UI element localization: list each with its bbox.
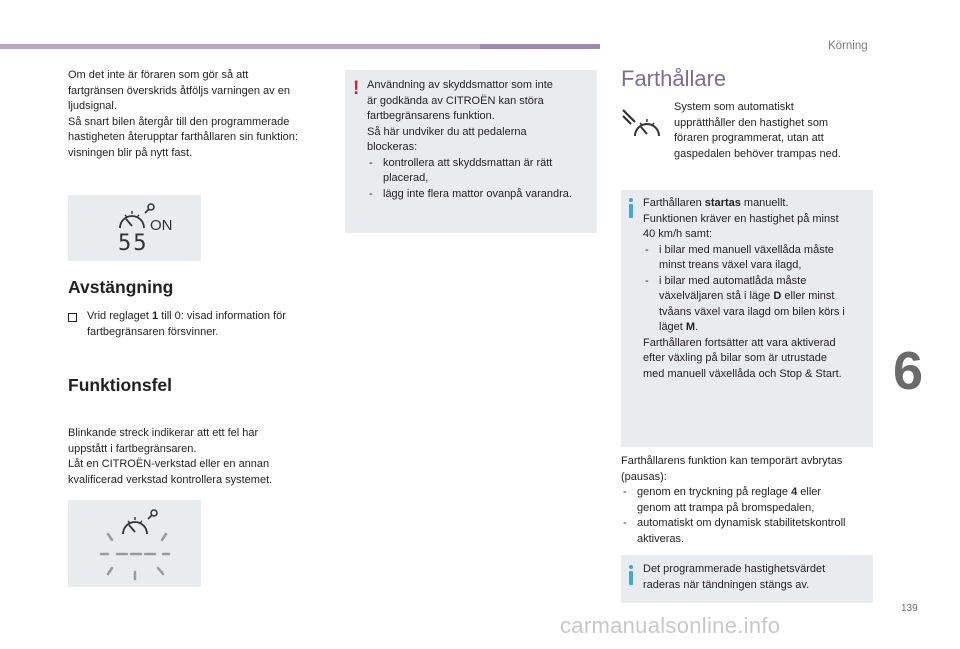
- funktionsfel-text: Blinkande streck indikerar att ett fel har uppstått i fartbegränsaren. Låt en CITROËN-verkstad eller en annan kvalificerad verkstad kontrollera systemet.: [68, 427, 273, 486]
- speedometer-fault-icon: [68, 500, 201, 587]
- warning-panel: [345, 70, 597, 233]
- speed-readout: 55: [118, 231, 149, 256]
- avstangning-instruction: Vrid reglaget 1 till 0: visad information för fartbegränsaren försvinner.: [68, 309, 340, 340]
- heading-funktionsfel: Funktionsfel: [68, 375, 173, 395]
- heading-farthallare: Farthållare: [621, 66, 727, 91]
- watermark: carmanualsonline.info: [560, 613, 781, 638]
- pause-text: Farthållarens funktion kan temporärt avbrytas (pausas): - genom en tryckning på reglage 4 eller genom att trampa på bromspedalen, - automatiskt om dynamisk stabilitetskontroll aktiveras.: [621, 454, 873, 547]
- info-icon: [629, 198, 633, 202]
- bullet-box-icon: [68, 313, 77, 322]
- list-item: - automatiskt om dynamisk stabilitetskontroll aktiveras.: [621, 516, 873, 547]
- pause-conditions: [621, 485, 873, 547]
- warning-text: Användning av skyddsmattor som inte är godkända av CITROËN kan störa fartbegränsarens funktion. Så här undviker du att pedalerna blockeras: - kontrollera att skyddsmattan är rätt placerad, - lägg inte flera mattor ovanpå varandra.: [367, 78, 593, 202]
- on-label: ON: [150, 217, 173, 234]
- list-item: - lägg inte flera mattor ovanpå varandra.: [367, 187, 593, 203]
- list-item: - i bilar med manuell växellåda måste minst treans växel vara ilagd,: [643, 243, 869, 274]
- heading-avstangning: Avstängning: [68, 277, 174, 297]
- list-item: - genom en tryckning på reglage 4 eller genom att trampa på bromspedalen,: [621, 485, 873, 516]
- list-item: - i bilar med automatlåda måste växelväljaren stå i läge D eller minst tvåans växel vara ilagd om bilen körs i läget M.: [643, 274, 869, 336]
- intro-paragraph: Om det inte är föraren som gör så att fartgränsen överskrids åtföljs varningen av en ljudsignal. Så snart bilen återgår till den programmerade hastigheten återupptar farthållaren sin funktion: visningen blir på nytt fast.: [68, 69, 298, 159]
- page-number: 139: [901, 603, 918, 614]
- warning-icon: !: [353, 78, 360, 99]
- farthallare-intro: System som automatiskt upprätthåller den hastighet som föraren programmerat, utan att gaspedalen behöver trampas ned.: [674, 101, 841, 160]
- limiter-on-illustration: [68, 195, 201, 261]
- header-bar: [0, 44, 480, 49]
- info-text-reset: Det programmerade hastighetsvärdet raderas när tändningen stängs av.: [643, 563, 826, 591]
- header-bar-accent: [480, 44, 600, 49]
- cruise-control-icon: [621, 108, 663, 144]
- section-name: Körning: [828, 40, 868, 52]
- chapter-number: 6: [893, 341, 924, 401]
- limiter-fault-illustration: [68, 500, 201, 587]
- info-text-activation: Farthållaren startas manuellt. Funktionen kräver en hastighet på minst 40 km/h samt: - i bilar med manuell växellåda måste minst treans växel vara ilagd, - i bilar med automatlåda måste växelväljaren stå i läge D eller minst tvåans växel vara ilagd om bilen körs i läget M. Farthållaren fortsätter att vara aktiverad efter växling på bilar som är utrustade med manuell växellåda och Stop & Start.: [643, 196, 869, 382]
- list-item: - kontrollera att skyddsmattan är rätt placerad,: [367, 156, 593, 187]
- info-icon: [629, 565, 633, 569]
- activation-conditions: [643, 243, 869, 336]
- info-panel-reset: [621, 555, 873, 603]
- info-panel-activation: [621, 190, 873, 447]
- warning-list: [367, 156, 593, 203]
